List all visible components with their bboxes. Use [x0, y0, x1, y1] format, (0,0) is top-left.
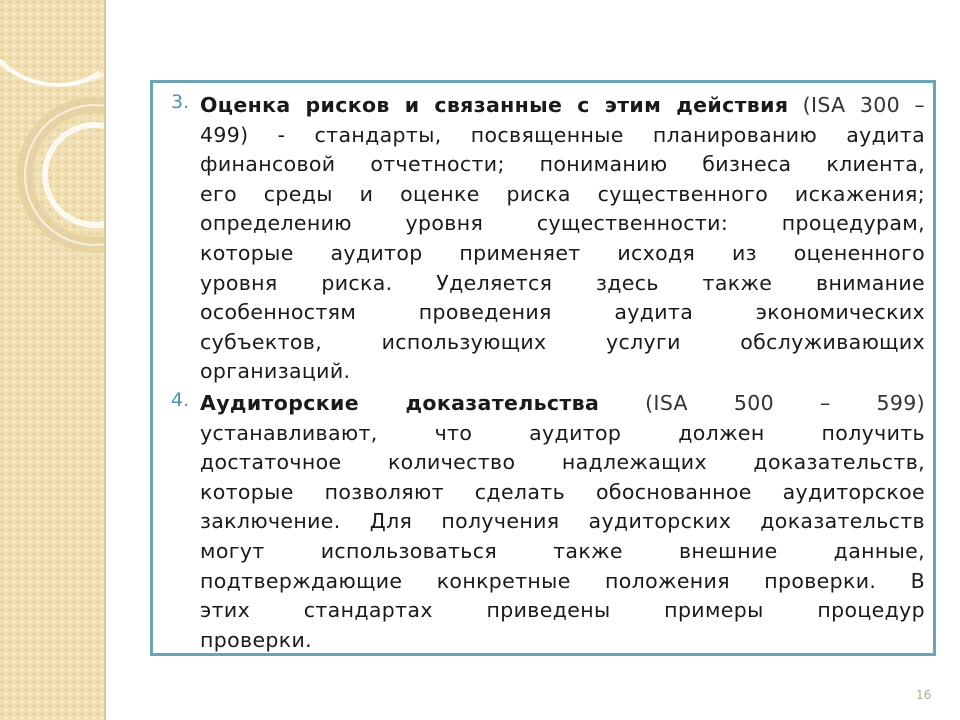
list-number: 3. [171, 91, 190, 113]
decorative-side-panel [0, 0, 104, 720]
text-line: подтверждающие конкретные положения проверки. В [200, 568, 925, 593]
section-title: Оценка рисков и связанные с этим действия [200, 93, 789, 117]
text-line: достаточное количество надлежащих доказательств, [200, 450, 925, 475]
page-number: 16 [916, 688, 932, 702]
decorative-rings [0, 0, 104, 720]
text-line: устанавливают, что аудитор должен получить [200, 420, 925, 445]
standard-range: (ISA 300 – [788, 93, 925, 117]
text-line: уровня риска. Уделяется здесь также внимание [200, 270, 925, 295]
text-line: заключение. Для получения аудиторских доказательств [200, 509, 925, 534]
text-line: могут использоваться также внешние данные, [200, 538, 925, 563]
text-line: организаций. [200, 359, 351, 384]
text-line: проверки. [200, 627, 313, 652]
text-line: особенностям проведения аудита экономических [200, 300, 925, 325]
text-line [200, 389, 925, 419]
text-line: субъектов, использующих услуги обслуживающих [200, 329, 925, 354]
text-line: его среды и оценке риска существенного искажения; [200, 181, 925, 206]
list-item-4 [171, 389, 925, 655]
side-panel-divider [104, 0, 106, 720]
text-line: 499) - стандарты, посвященные планированию аудита [200, 122, 925, 147]
list-item-3 [171, 91, 925, 387]
text-line: которые аудитор применяет исходя из оцененного [200, 240, 925, 265]
standard-range: (ISA 500 – 599) [599, 391, 925, 415]
ring-arc-top [0, 60, 100, 85]
list-number: 4. [171, 389, 190, 411]
paragraph [200, 91, 925, 387]
text-line: определению уровня существенности: процедурам, [200, 211, 925, 236]
paragraph [200, 389, 925, 655]
text-line: финансовой отчетности; пониманию бизнеса клиента, [200, 152, 925, 177]
content-box [150, 80, 936, 656]
ring-inner [45, 125, 104, 225]
section-title: Аудиторские доказательства [200, 391, 600, 415]
text-line: этих стандартах приведены примеры процедур [200, 598, 925, 623]
text-line [200, 91, 925, 121]
text-line: которые позволяют сделать обоснованное аудиторское [200, 479, 925, 504]
